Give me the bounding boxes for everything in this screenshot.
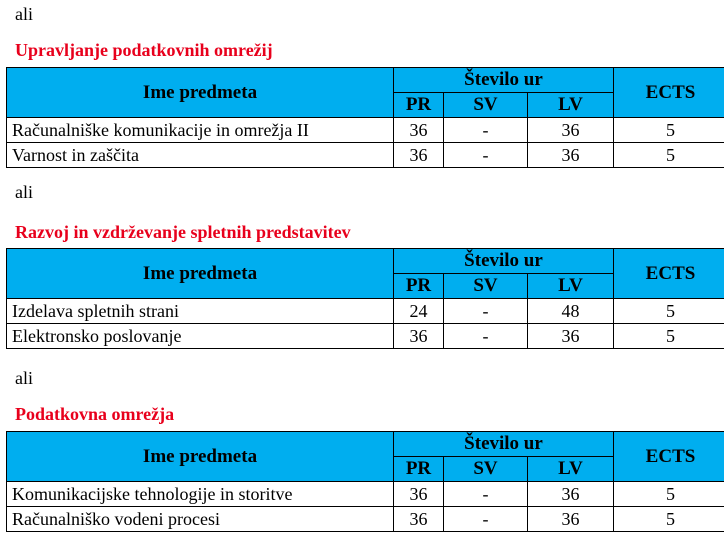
section-title: Upravljanje podatkovnih omrežij <box>15 40 273 60</box>
course-lv: 36 <box>528 143 614 168</box>
course-ects: 5 <box>614 118 724 143</box>
course-pr: 24 <box>394 299 444 324</box>
course-name: Komunikacijske tehnologije in storitve <box>7 482 394 507</box>
course-lv: 36 <box>528 482 614 507</box>
ali-label: ali <box>15 4 33 24</box>
course-lv: 36 <box>528 324 614 349</box>
course-pr: 36 <box>394 324 444 349</box>
course-sv: - <box>444 507 528 532</box>
header-sv: SV <box>444 274 528 299</box>
header-hours: Število ur <box>394 432 614 457</box>
course-name: Elektronsko poslovanje <box>7 324 394 349</box>
course-pr: 36 <box>394 482 444 507</box>
course-table <box>6 248 724 349</box>
header-hours: Število ur <box>394 249 614 274</box>
course-ects: 5 <box>614 143 724 168</box>
header-lv: LV <box>528 274 614 299</box>
table-row <box>7 482 724 507</box>
header-name: Ime predmeta <box>7 432 394 482</box>
header-pr: PR <box>394 93 444 118</box>
header-ects: ECTS <box>614 432 724 482</box>
course-name: Računalniško vodeni procesi <box>7 507 394 532</box>
course-sv: - <box>444 118 528 143</box>
ali-label: ali <box>15 368 33 388</box>
header-sv: SV <box>444 457 528 482</box>
header-sv: SV <box>444 93 528 118</box>
course-sv: - <box>444 143 528 168</box>
header-pr: PR <box>394 457 444 482</box>
course-lv: 48 <box>528 299 614 324</box>
table-row <box>7 324 724 349</box>
course-ects: 5 <box>614 482 724 507</box>
course-pr: 36 <box>394 143 444 168</box>
ali-label: ali <box>15 182 33 202</box>
table-row <box>7 143 724 168</box>
section-title: Razvoj in vzdrževanje spletnih predstavitev <box>15 222 351 242</box>
header-name: Ime predmeta <box>7 249 394 299</box>
course-pr: 36 <box>394 118 444 143</box>
header-ects: ECTS <box>614 68 724 118</box>
course-ects: 5 <box>614 299 724 324</box>
header-name: Ime predmeta <box>7 68 394 118</box>
course-name: Izdelava spletnih strani <box>7 299 394 324</box>
table-row <box>7 299 724 324</box>
course-name: Računalniške komunikacije in omrežja II <box>7 118 394 143</box>
course-ects: 5 <box>614 324 724 349</box>
course-table <box>6 431 724 532</box>
table-row <box>7 507 724 532</box>
header-lv: LV <box>528 457 614 482</box>
course-sv: - <box>444 324 528 349</box>
course-table <box>6 67 724 168</box>
header-pr: PR <box>394 274 444 299</box>
table-row <box>7 118 724 143</box>
section-title: Podatkovna omrežja <box>15 404 175 424</box>
course-ects: 5 <box>614 507 724 532</box>
course-pr: 36 <box>394 507 444 532</box>
header-lv: LV <box>528 93 614 118</box>
header-hours: Število ur <box>394 68 614 93</box>
header-ects: ECTS <box>614 249 724 299</box>
course-lv: 36 <box>528 507 614 532</box>
course-name: Varnost in zaščita <box>7 143 394 168</box>
course-sv: - <box>444 482 528 507</box>
course-sv: - <box>444 299 528 324</box>
course-lv: 36 <box>528 118 614 143</box>
